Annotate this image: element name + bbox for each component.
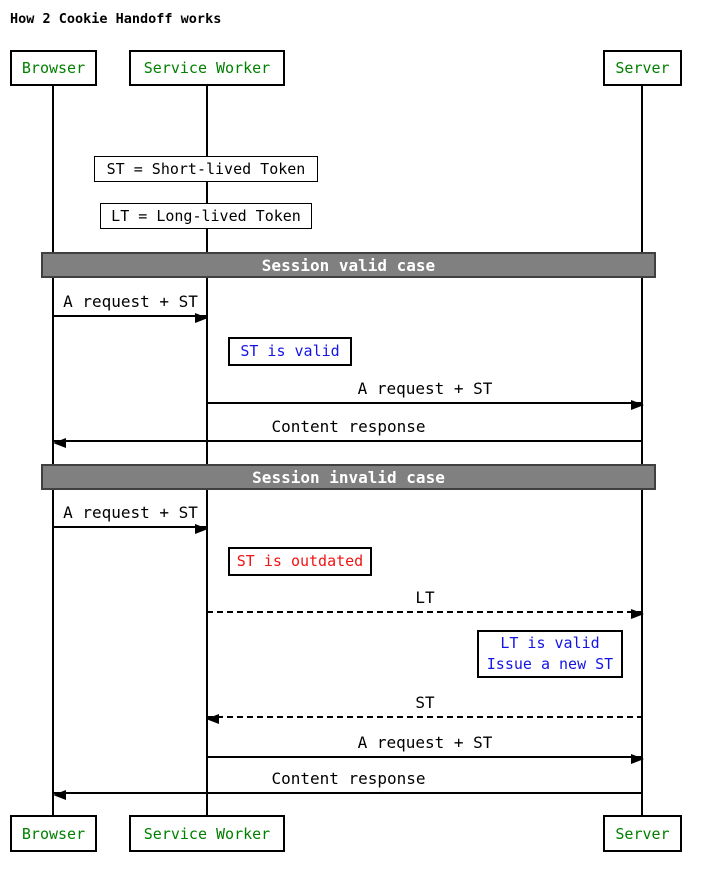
legend-note-st: ST = Short-lived Token: [94, 156, 318, 182]
message-label-1: A request + ST: [63, 292, 198, 311]
diagram-title: How 2 Cookie Handoff works: [10, 11, 222, 27]
legend-note-lt: LT = Long-lived Token: [100, 203, 312, 229]
arrowhead-icon: [195, 524, 208, 534]
actor-box-service-worker-top: Service Worker: [129, 50, 285, 86]
message-arrow-7: [207, 756, 643, 758]
message-arrow-8: [54, 792, 643, 794]
message-label-6: ST: [415, 693, 435, 712]
message-arrow-5: [207, 611, 643, 613]
actor-box-server-top: Server: [603, 50, 682, 86]
arrowhead-icon: [631, 754, 644, 764]
arrowhead-icon: [195, 313, 208, 323]
message-label-8: Content response: [271, 769, 426, 788]
message-arrow-4: [54, 526, 207, 528]
actor-box-browser-bottom: Browser: [10, 815, 97, 852]
arrowhead-icon: [631, 609, 644, 619]
message-label-5: LT: [415, 588, 435, 607]
state-note-st-valid: ST is valid: [228, 337, 352, 366]
arrowhead-icon: [631, 400, 644, 410]
state-note-lt-valid: [477, 630, 623, 678]
message-label-2: A request + ST: [357, 379, 493, 398]
lifeline-browser: [52, 85, 54, 815]
message-label-3: Content response: [271, 417, 426, 436]
actor-box-service-worker-bottom: Service Worker: [129, 815, 285, 852]
message-arrow-6: [207, 716, 643, 718]
message-arrow-3: [54, 440, 643, 442]
message-arrow-2: [207, 402, 643, 404]
section-bar-session-invalid: Session invalid case: [41, 464, 656, 490]
arrowhead-icon: [53, 438, 66, 448]
actor-box-browser-top: Browser: [10, 50, 97, 86]
state-note-st-outdated: ST is outdated: [228, 547, 372, 576]
actor-box-server-bottom: Server: [603, 815, 682, 852]
arrowhead-icon: [206, 714, 219, 724]
state-note-line: Issue a new ST: [486, 655, 614, 673]
message-label-4: A request + ST: [63, 503, 198, 522]
state-note-line: LT is valid: [500, 634, 600, 652]
arrowhead-icon: [53, 790, 66, 800]
message-label-7: A request + ST: [357, 733, 493, 752]
section-bar-session-valid: Session valid case: [41, 252, 656, 278]
message-arrow-1: [54, 315, 207, 317]
